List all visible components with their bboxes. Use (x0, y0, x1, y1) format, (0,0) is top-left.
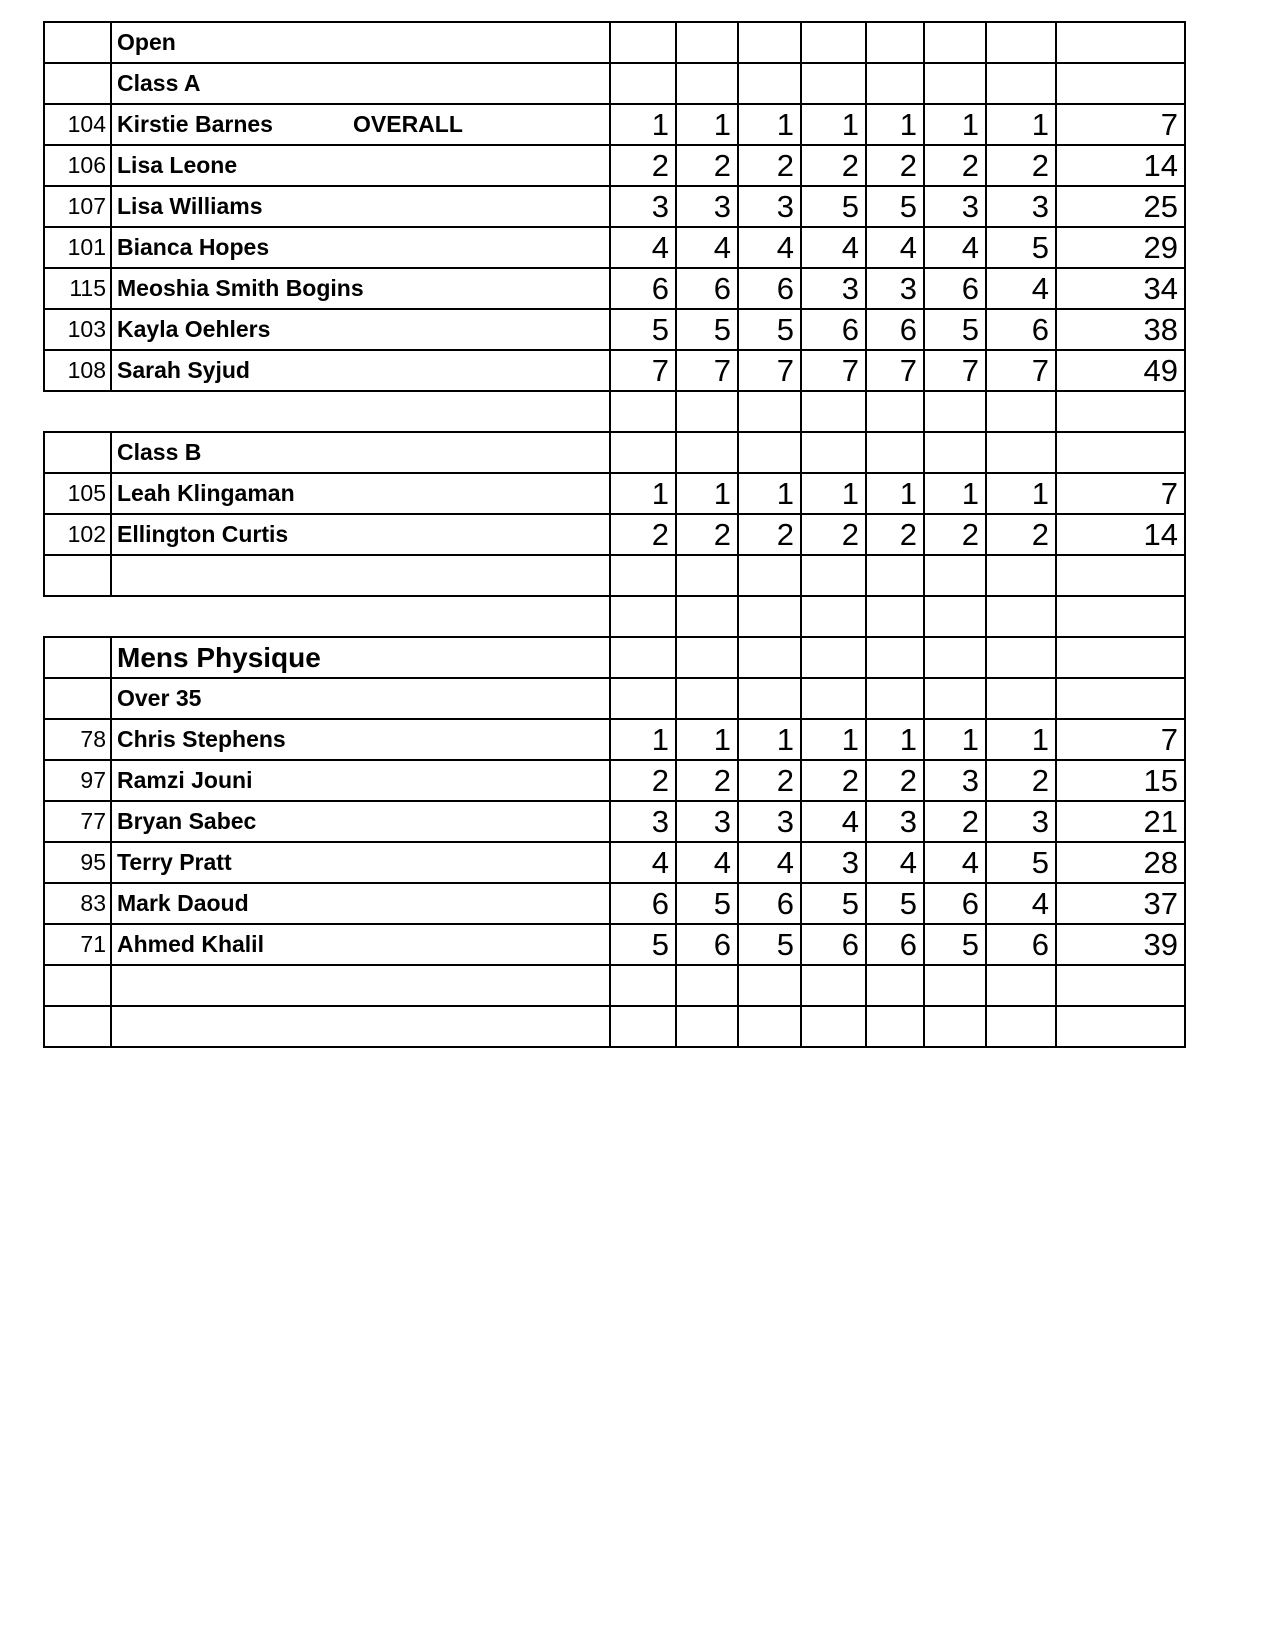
competitor-name: Ramzi Jouni (117, 767, 253, 793)
grid-line (1055, 21, 1057, 64)
grid-line (1055, 390, 1057, 433)
grid-line (43, 1005, 611, 1007)
competitor-number: 103 (67, 316, 106, 342)
judge-score: 2 (841, 762, 859, 798)
grid-line (985, 964, 987, 1007)
grid-line (675, 431, 677, 474)
grid-line (985, 677, 987, 720)
competitor-number: 83 (80, 890, 106, 916)
grid-line (985, 636, 987, 679)
grid-line (609, 964, 611, 1007)
grid-line (865, 554, 867, 597)
grid-line (800, 1005, 802, 1048)
grid-line (865, 677, 867, 720)
competitor-name: Mark Daoud (117, 890, 249, 916)
judge-score: 7 (961, 352, 979, 388)
judge-score: 4 (961, 229, 979, 265)
judge-score: 3 (899, 803, 917, 839)
grid-line (1055, 62, 1057, 105)
judge-score: 6 (713, 270, 731, 306)
judge-score: 2 (961, 147, 979, 183)
judge-score: 1 (961, 475, 979, 511)
judge-score: 2 (713, 762, 731, 798)
judge-score: 2 (1031, 147, 1049, 183)
total-score: 7 (1160, 106, 1178, 142)
section-label: Open (117, 29, 176, 55)
grid-line (737, 677, 739, 720)
grid-line (985, 1005, 987, 1048)
grid-line (675, 554, 677, 597)
section-label: Class B (117, 439, 202, 465)
total-score: 39 (1143, 926, 1178, 962)
judge-score: 4 (776, 229, 794, 265)
grid-line (609, 1005, 611, 1048)
judge-score: 2 (1031, 762, 1049, 798)
grid-line (800, 636, 802, 679)
grid-line (1184, 677, 1186, 720)
judge-score: 3 (776, 803, 794, 839)
grid-line (737, 21, 739, 64)
grid-line (923, 677, 925, 720)
grid-line (609, 595, 611, 638)
competitor-name: Leah Klingaman (117, 480, 295, 506)
grid-line (609, 390, 1186, 392)
grid-line (609, 554, 611, 597)
competitor-name: Bianca Hopes (117, 234, 270, 260)
judge-score: 3 (713, 188, 731, 224)
judge-score: 3 (961, 762, 979, 798)
judge-score: 5 (899, 885, 917, 921)
judge-score: 1 (841, 721, 859, 757)
grid-line (800, 677, 802, 720)
grid-line (675, 1005, 677, 1048)
judge-score: 1 (841, 475, 859, 511)
judge-score: 6 (651, 885, 669, 921)
judge-score: 5 (961, 311, 979, 347)
grid-line (985, 431, 987, 474)
judge-score: 5 (651, 926, 669, 962)
judge-score: 6 (776, 885, 794, 921)
competitor-name: Sarah Syjud (117, 357, 250, 383)
judge-score: 1 (899, 721, 917, 757)
judge-score: 5 (1031, 844, 1049, 880)
judge-score: 7 (776, 352, 794, 388)
grid-line (43, 62, 45, 105)
grid-line (43, 964, 45, 1007)
grid-line (737, 964, 739, 1007)
grid-line (609, 964, 1186, 966)
judge-score: 1 (776, 106, 794, 142)
grid-line (43, 21, 45, 64)
judge-score: 4 (1031, 885, 1049, 921)
judge-score: 1 (961, 721, 979, 757)
competitor-number: 71 (80, 931, 106, 957)
judge-score: 5 (841, 188, 859, 224)
judge-score: 2 (899, 516, 917, 552)
judge-score: 1 (713, 475, 731, 511)
grid-line (43, 595, 611, 597)
judge-score: 1 (651, 721, 669, 757)
grid-line (800, 390, 802, 433)
grid-line (609, 677, 1186, 679)
competitor-number: 106 (67, 152, 106, 178)
grid-line (609, 554, 1186, 556)
judge-score: 1 (776, 475, 794, 511)
competitor-number: 115 (69, 275, 106, 301)
grid-line (800, 431, 802, 474)
grid-line (737, 431, 739, 474)
grid-line (1184, 1005, 1186, 1048)
total-score: 38 (1143, 311, 1178, 347)
judge-score: 4 (713, 229, 731, 265)
total-score: 14 (1143, 147, 1178, 183)
judge-score: 2 (713, 147, 731, 183)
judge-score: 3 (1031, 188, 1049, 224)
competitor-number: 78 (80, 726, 106, 752)
grid-line (923, 636, 925, 679)
total-score: 37 (1143, 885, 1178, 921)
judge-score: 2 (1031, 516, 1049, 552)
grid-line (1055, 431, 1057, 474)
judge-score: 6 (776, 270, 794, 306)
total-score: 25 (1143, 188, 1178, 224)
grid-line (737, 62, 739, 105)
grid-line (609, 390, 611, 433)
total-score: 15 (1143, 762, 1178, 798)
total-score: 14 (1143, 516, 1178, 552)
judge-score: 6 (961, 885, 979, 921)
grid-line (985, 62, 987, 105)
judge-score: 6 (841, 311, 859, 347)
judge-score: 7 (899, 352, 917, 388)
grid-line (43, 677, 45, 720)
judge-score: 2 (961, 516, 979, 552)
grid-line (985, 595, 987, 638)
grid-line (865, 21, 867, 64)
grid-line (43, 1005, 45, 1048)
judge-score: 6 (713, 926, 731, 962)
judge-score: 5 (713, 885, 731, 921)
grid-line (609, 431, 1186, 433)
judge-score: 2 (651, 762, 669, 798)
grid-line (737, 390, 739, 433)
judge-score: 2 (841, 147, 859, 183)
grid-line (737, 636, 739, 679)
total-score: 7 (1160, 475, 1178, 511)
judge-score: 6 (651, 270, 669, 306)
competitor-number: 97 (80, 767, 106, 793)
judge-score: 6 (961, 270, 979, 306)
grid-line (865, 431, 867, 474)
competitor-name: Kayla Oehlers (117, 316, 271, 342)
grid-line (1055, 636, 1057, 679)
competitor-name: Lisa Williams (117, 193, 263, 219)
judge-score: 5 (961, 926, 979, 962)
judge-score: 2 (713, 516, 731, 552)
grid-line (675, 390, 677, 433)
grid-line (923, 1005, 925, 1048)
judge-score: 2 (961, 803, 979, 839)
grid-line (1055, 595, 1057, 638)
judge-score: 2 (651, 516, 669, 552)
grid-line (609, 62, 1186, 64)
competitor-number: 105 (67, 480, 106, 506)
judge-score: 4 (651, 844, 669, 880)
grid-line (609, 1005, 1186, 1007)
grid-line (1184, 554, 1186, 597)
judge-score: 3 (651, 188, 669, 224)
competitor-number: 101 (67, 234, 106, 260)
grid-line (43, 554, 45, 597)
grid-line (43, 1046, 611, 1048)
judge-score: 4 (1031, 270, 1049, 306)
grid-line (923, 554, 925, 597)
judge-score: 4 (841, 229, 859, 265)
competitor-number: 102 (67, 521, 106, 547)
judge-score: 6 (1031, 926, 1049, 962)
grid-line (1184, 21, 1186, 64)
judge-score: 1 (713, 721, 731, 757)
judge-score: 1 (961, 106, 979, 142)
judge-score: 5 (651, 311, 669, 347)
judge-score: 5 (841, 885, 859, 921)
grid-line (675, 62, 677, 105)
judge-score: 2 (651, 147, 669, 183)
grid-line (43, 636, 45, 679)
judge-score: 3 (1031, 803, 1049, 839)
competitor-name: Bryan Sabec (117, 808, 257, 834)
competitor-name: Meoshia Smith Bogins (117, 275, 364, 301)
grid-line (800, 554, 802, 597)
judge-score: 2 (776, 516, 794, 552)
grid-line (675, 636, 677, 679)
judge-score: 5 (899, 188, 917, 224)
competitor-number: 104 (67, 111, 106, 137)
grid-line (985, 390, 987, 433)
grid-line (609, 1046, 1186, 1048)
judge-score: 5 (776, 926, 794, 962)
judge-score: 2 (776, 762, 794, 798)
competitor-number: 108 (67, 357, 106, 383)
grid-line (737, 554, 739, 597)
grid-line (1055, 1005, 1057, 1048)
judge-score: 1 (1031, 721, 1049, 757)
judge-score: 4 (776, 844, 794, 880)
grid-line (865, 62, 867, 105)
judge-score: 3 (899, 270, 917, 306)
judge-score: 4 (899, 844, 917, 880)
judge-score: 2 (841, 516, 859, 552)
judge-score: 1 (776, 721, 794, 757)
competitor-name: Lisa Leone (117, 152, 238, 178)
judge-score: 1 (651, 106, 669, 142)
judge-score: 4 (961, 844, 979, 880)
grid-line (923, 21, 925, 64)
grid-line (1184, 636, 1186, 679)
grid-line (609, 595, 1186, 597)
judge-score: 5 (713, 311, 731, 347)
judge-score: 6 (899, 311, 917, 347)
grid-line (675, 964, 677, 1007)
judge-score: 4 (899, 229, 917, 265)
grid-line (1184, 62, 1186, 105)
judge-score: 7 (1031, 352, 1049, 388)
competitor-number: 107 (67, 193, 106, 219)
judge-score: 2 (899, 147, 917, 183)
judge-score: 7 (713, 352, 731, 388)
grid-line (43, 964, 611, 966)
grid-line (675, 677, 677, 720)
judge-score: 1 (899, 106, 917, 142)
judge-score: 6 (1031, 311, 1049, 347)
grid-line (923, 431, 925, 474)
judge-score: 6 (899, 926, 917, 962)
grid-line (1055, 964, 1057, 1007)
judge-score: 1 (1031, 106, 1049, 142)
grid-line (1184, 595, 1186, 638)
competitor-name: Chris Stephens (117, 726, 286, 752)
competitor-number: 95 (80, 849, 106, 875)
grid-line (923, 595, 925, 638)
grid-line (1055, 554, 1057, 597)
judge-score: 5 (1031, 229, 1049, 265)
judge-score: 1 (651, 475, 669, 511)
grid-line (923, 62, 925, 105)
grid-line (865, 1005, 867, 1048)
judge-score: 3 (713, 803, 731, 839)
grid-line (1055, 677, 1057, 720)
grid-line (737, 1005, 739, 1048)
competitor-name: Kirstie Barnes (117, 111, 273, 137)
judge-score: 3 (776, 188, 794, 224)
judge-score: 3 (961, 188, 979, 224)
judge-score: 7 (841, 352, 859, 388)
judge-score: 3 (651, 803, 669, 839)
grid-line (865, 595, 867, 638)
judge-score: 4 (841, 803, 859, 839)
total-score: 49 (1143, 352, 1178, 388)
grid-line (1184, 431, 1186, 474)
judge-score: 2 (899, 762, 917, 798)
grid-line (800, 964, 802, 1007)
judge-score: 7 (651, 352, 669, 388)
total-score: 7 (1160, 721, 1178, 757)
section-label: Class A (117, 70, 201, 96)
grid-line (110, 1005, 112, 1048)
judge-score: 4 (651, 229, 669, 265)
section-title: Mens Physique (117, 641, 321, 673)
competitor-name: Terry Pratt (117, 849, 232, 875)
judge-score: 4 (713, 844, 731, 880)
competitor-name: Ahmed Khalil (117, 931, 264, 957)
overall-tag: OVERALL (353, 111, 463, 137)
grid-line (1184, 964, 1186, 1007)
grid-line (923, 390, 925, 433)
judge-score: 5 (776, 311, 794, 347)
judge-score: 1 (713, 106, 731, 142)
grid-line (675, 595, 677, 638)
grid-line (110, 554, 112, 597)
grid-line (800, 21, 802, 64)
grid-line (800, 62, 802, 105)
grid-line (985, 21, 987, 64)
judge-score: 6 (841, 926, 859, 962)
grid-line (865, 636, 867, 679)
grid-line (737, 595, 739, 638)
judge-score: 3 (841, 270, 859, 306)
grid-line (43, 554, 611, 556)
grid-line (923, 964, 925, 1007)
judge-score: 2 (776, 147, 794, 183)
section-label: Over 35 (117, 685, 202, 711)
grid-line (865, 964, 867, 1007)
grid-line (609, 636, 1186, 638)
total-score: 29 (1143, 229, 1178, 265)
judge-score: 1 (1031, 475, 1049, 511)
total-score: 28 (1143, 844, 1178, 880)
total-score: 34 (1143, 270, 1178, 306)
grid-line (609, 21, 1186, 23)
grid-line (865, 390, 867, 433)
grid-line (110, 964, 112, 1007)
grid-line (800, 595, 802, 638)
judge-score: 1 (841, 106, 859, 142)
competitor-number: 77 (80, 808, 106, 834)
judge-score: 3 (841, 844, 859, 880)
grid-line (43, 431, 45, 474)
grid-line (1184, 390, 1186, 433)
competitor-name: Ellington Curtis (117, 521, 289, 547)
total-score: 21 (1143, 803, 1178, 839)
judge-score: 1 (899, 475, 917, 511)
grid-line (985, 554, 987, 597)
grid-line (675, 21, 677, 64)
